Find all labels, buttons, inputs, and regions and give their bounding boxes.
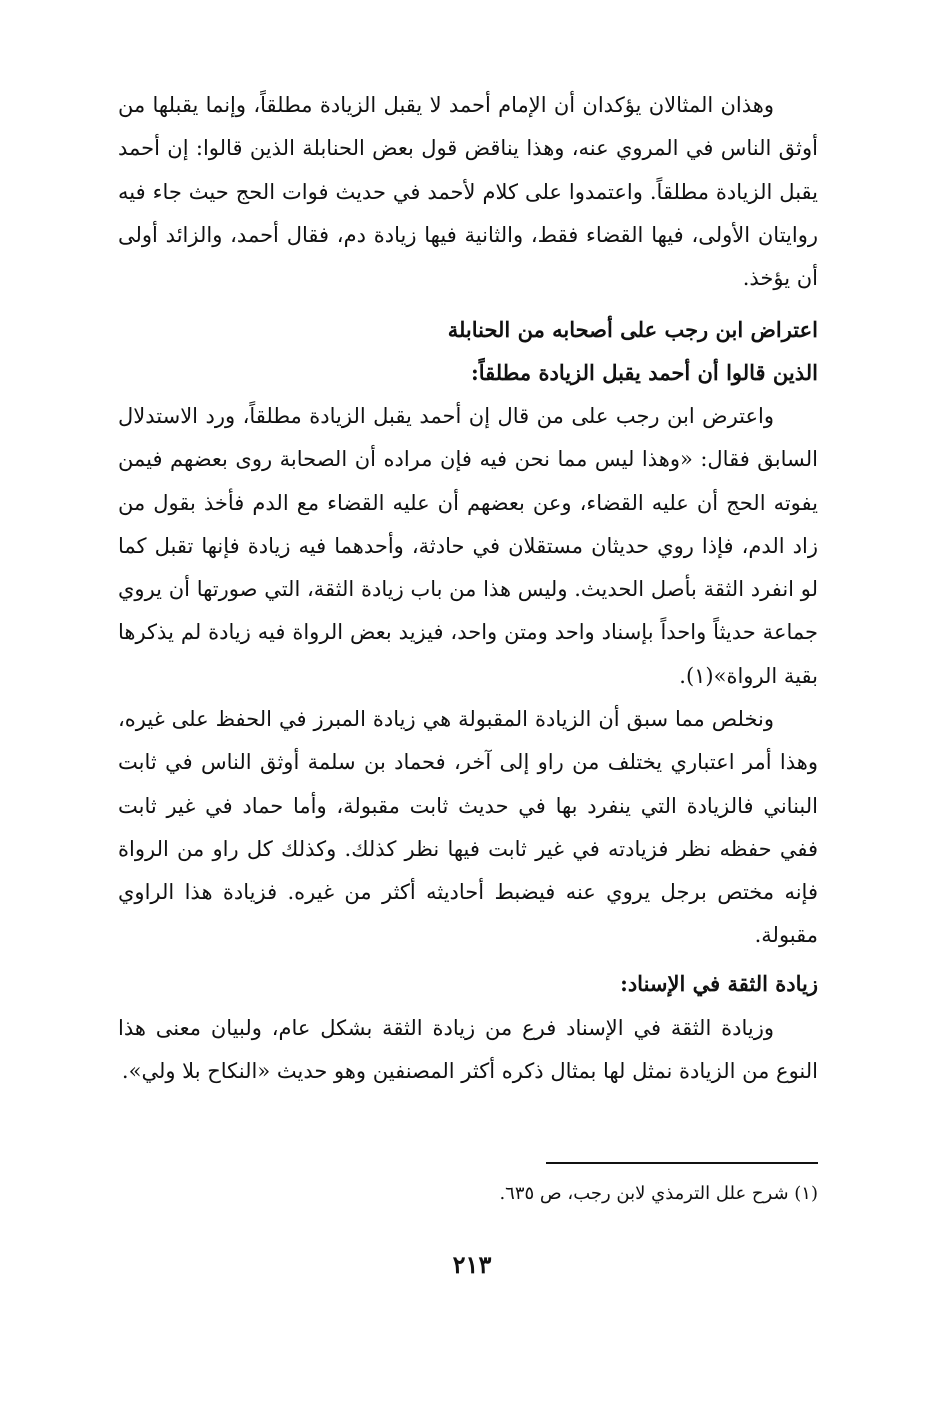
heading-line-2: الذين قالوا أن أحمد يقبل الزيادة مطلقاً: — [470, 360, 818, 386]
footnote: (١) شرح علل الترمذي لابن رجب، ص ٦٣٥. — [499, 1183, 818, 1204]
paragraph-ahmad-examples: وهذان المثالان يؤكدان أن الإمام أحمد لا يقبل الزيادة مطلقاً، وإنما يقبلها من أوثق الناس في المروي عنه، وهذا يناقض قول بعض الحنابلة الذين قالوا: إن أحمد يقبل الزيادة مطلقاً. واعتمدوا على كلام لأحمد في حديث فوات الحج حيث جاء فيه روايتان الأولى، فيها القضاء فقط، والثانية فيها زيادة دم، فقال أحمد، والزائد أولى أن يؤخذ. — [118, 93, 818, 291]
paragraph-ibn-rajab-quote: واعترض ابن رجب على من قال إن أحمد يقبل الزيادة مطلقاً، ورد الاستدلال السابق فقال: «وهذا ليس مما نحن فيه فإن مراده أن الصحابة روى بعضهم فيمن يفوته الحج أن عليه القضاء، وعن بعضهم أن عليه القضاء مع الدم فأخذ بقول من زاد الدم، فإذا روي حديثان مستقلان في حادثة، وأحدهما فيه زيادة فإنها تقبل كما لو انفرد الثقة بأصل الحديث. وليس هذا من باب زيادة الثقة، التي صورتها أن يروي جماعة حديثاً واحداً بإسناد واحد ومتن واحد، فيزيد بعض الرواة فيه زيادة لم يذكرها بقية الرواة»(١). — [118, 404, 818, 688]
heading-line-1: اعتراض ابن رجب على أصحابه من الحنابلة — [447, 317, 818, 342]
paragraph-conclusion: ونخلص مما سبق أن الزيادة المقبولة هي زيادة المبرز في الحفظ على غيره، وهذا أمر اعتباري يختلف من راو إلى آخر، فحماد بن سلمة أوثق الناس في ثابت البناني فالزيادة التي ينفرد بها في حديث ثابت مقبولة، وأما حماد في غير ثابت ففي حفظه نظر فزيادته في غير ثابت فيها نظر كذلك. وكذلك كل راو من الرواة فإنه مختص برجل يروي عنه فيضبط أحاديثه أكثر من غيره. فزيادة هذا الراوي مقبولة. — [118, 707, 818, 948]
section-heading-isnad-addition: زيادة الثقة في الإسناد: — [620, 971, 818, 996]
section-heading-ibn-rajab-objection — [118, 308, 818, 395]
footnote-divider — [546, 1162, 818, 1164]
page-number: ٢١٣ — [452, 1250, 492, 1279]
paragraph-isnad-addition: وزيادة الثقة في الإسناد فرع من زيادة الثقة بشكل عام، ولبيان معنى هذا النوع من الزيادة نمثل لها بمثال ذكره أكثر المصنفين وهو حديث «النكاح بلا ولي». — [118, 1016, 818, 1084]
